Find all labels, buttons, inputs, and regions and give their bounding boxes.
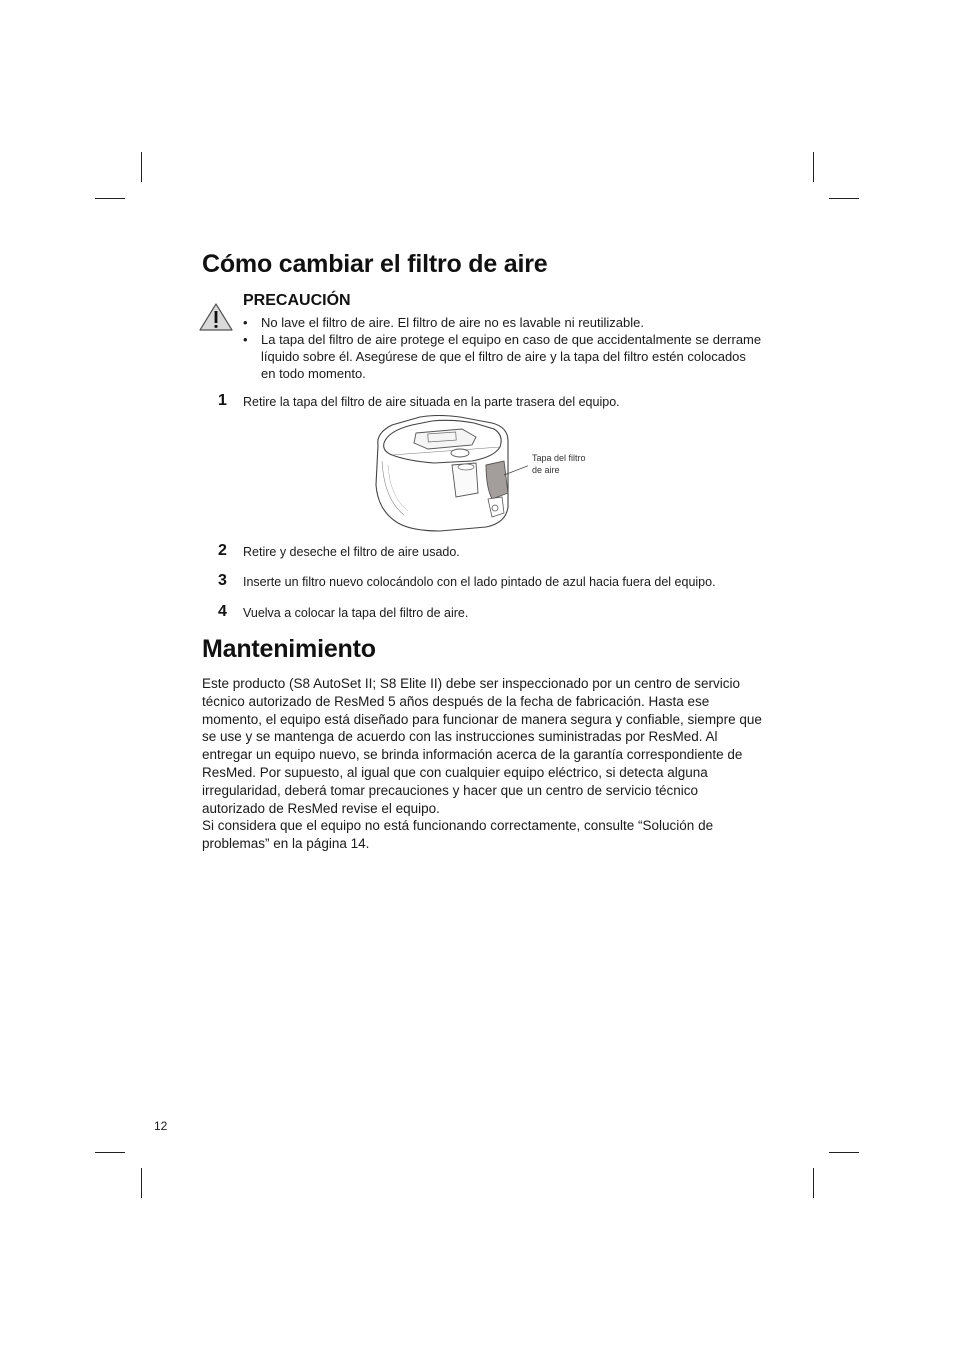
caution-item (243, 314, 763, 331)
step-text: Vuelva a colocar la tapa del filtro de aire. (243, 606, 469, 620)
crop-mark-top-left-vertical (141, 152, 142, 182)
maintenance-paragraph: Este producto (S8 AutoSet II; S8 Elite II) debe ser inspeccionado por un centro de servicio técnico autorizado de ResMed 5 años después de la fecha de fabricación. Hasta ese momento, el equipo está diseñado para funcionar de manera segura y confiable, siempre que se use y se mantenga de acuerdo con las instrucciones suministradas por ResMed. Al entregar un equipo nuevo, se brinda información acerca de la garantía correspondiente de ResMed. Por supuesto, al igual que con cualquier equipo eléctrico, si detecta alguna irregularidad, deberá tomar precauciones y hacer que un centro de servicio técnico autorizado de ResMed revise el equipo. (202, 676, 762, 816)
crop-mark-bottom-left-vertical (141, 1168, 142, 1198)
caution-warning-icon (198, 302, 234, 332)
figure-callout-label (532, 452, 612, 476)
step-number: 2 (218, 542, 227, 559)
caution-item-text: No lave el filtro de aire. El filtro de aire no es lavable ni reutilizable. (261, 315, 644, 330)
bullet: • (243, 315, 248, 330)
crop-mark-top-right-vertical (813, 152, 814, 182)
callout-line: Tapa del filtro (532, 453, 586, 463)
bullet: • (243, 332, 248, 347)
maintenance-body (202, 675, 762, 853)
caution-heading: PRECAUCIÓN (243, 292, 351, 309)
crop-mark-top-left-horizontal (95, 198, 125, 199)
step-text: Retire la tapa del filtro de aire situada en la parte trasera del equipo. (243, 395, 620, 409)
step-text: Inserte un filtro nuevo colocándolo con el lado pintado de azul hacia fuera del equipo. (243, 575, 716, 589)
step-text: Retire y deseche el filtro de aire usado. (243, 545, 460, 559)
caution-list (243, 314, 763, 382)
caution-item (243, 331, 763, 382)
section-title-maintenance: Mantenimiento (202, 635, 376, 663)
crop-mark-bottom-right-vertical (813, 1168, 814, 1198)
crop-mark-bottom-right-horizontal (829, 1152, 859, 1153)
section-title-filter: Cómo cambiar el filtro de aire (202, 250, 548, 278)
maintenance-paragraph: Si considera que el equipo no está funcionando correctamente, consulte “Solución de problemas” en la página 14. (202, 818, 714, 852)
crop-mark-bottom-left-horizontal (95, 1152, 125, 1153)
step-number: 1 (218, 392, 227, 409)
step-number: 3 (218, 572, 227, 589)
callout-line: de aire (532, 465, 560, 475)
caution-item-text: La tapa del filtro de aire protege el equipo en caso de que accidentalmente se derrame líquido sobre él. Asegúrese de que el filtro de aire y la tapa del filtro estén colocados en todo momento. (261, 332, 762, 381)
step-number: 4 (218, 603, 227, 620)
crop-mark-top-right-horizontal (829, 198, 859, 199)
device-illustration (368, 415, 528, 533)
page-number: 12 (154, 1119, 168, 1133)
